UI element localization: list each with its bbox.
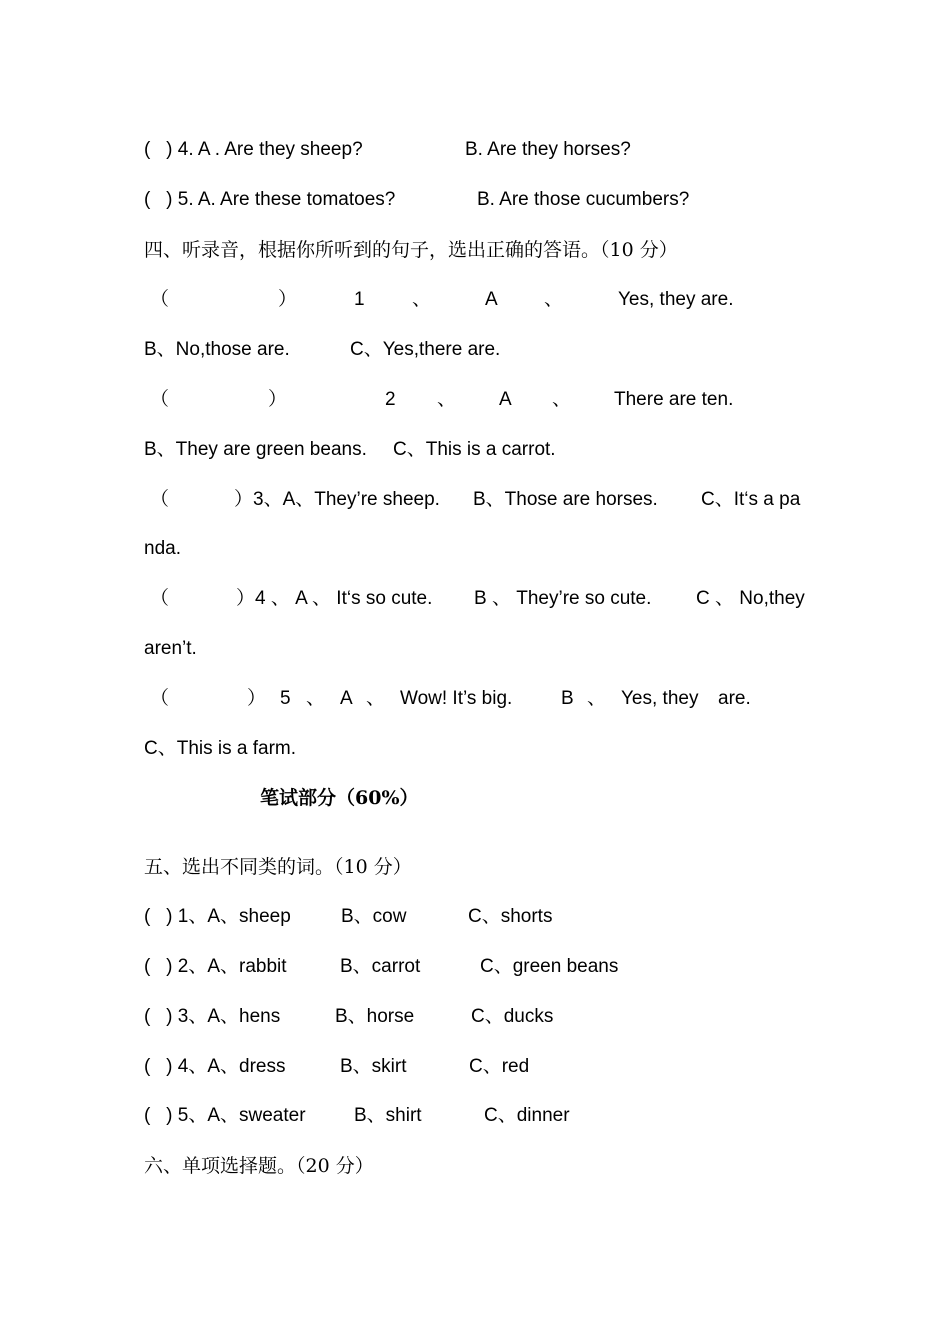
option-a: ( ) 2、A、rabbit <box>144 956 287 977</box>
paren-open: （ <box>150 489 170 510</box>
option-b: B、carrot <box>340 956 421 977</box>
option-b: B、shirt <box>354 1105 422 1126</box>
option-b-text: Yes, they <box>621 688 699 709</box>
separator: 、 <box>306 688 326 709</box>
paren-open: （ <box>150 389 170 410</box>
option-b: B、They are green beans. <box>144 439 367 460</box>
option-b: B、horse <box>335 1006 415 1027</box>
odd-one-out-question-2 <box>144 953 619 981</box>
option-c: C、red <box>469 1056 530 1077</box>
paren-open: （ <box>150 588 170 609</box>
option-b: B、cow <box>341 906 407 927</box>
odd-one-out-question-5 <box>144 1102 570 1130</box>
separator: 、 <box>437 389 457 410</box>
paren-close: ） <box>268 389 288 410</box>
option-b: B、Those are horses. <box>473 489 658 510</box>
odd-one-out-question-4 <box>144 1053 530 1081</box>
option-a-label: A <box>340 688 353 709</box>
response-question-2 <box>144 386 844 414</box>
question-number: 2 <box>385 389 396 410</box>
separator: 、 <box>544 289 564 310</box>
question-number: 1 <box>354 289 365 310</box>
option-c: C、It‘s a pa <box>701 489 801 510</box>
option-a-text: Wow! It’s big. <box>400 688 513 709</box>
written-section-title: 笔试部分（60%） <box>260 787 419 809</box>
option-a: ）4 、 A 、 It‘s so cute. <box>236 588 433 609</box>
response-question-1 <box>144 286 844 314</box>
separator: 、 <box>412 289 432 310</box>
option-a: ( ) 4、A、dress <box>144 1056 286 1077</box>
response-question-3-wrap: nda. <box>144 538 181 559</box>
option-a-label: A <box>499 389 512 410</box>
paren-open: （ <box>150 688 170 709</box>
listening-question-5 <box>144 186 690 214</box>
option-b: B、No,those are. <box>144 339 290 360</box>
option-c: C、shorts <box>468 906 553 927</box>
paren-close: ） <box>278 289 298 310</box>
option-b-label: B <box>561 688 574 709</box>
response-question-5 <box>144 685 824 713</box>
question-text: ( ) 5. A. Are these tomatoes? <box>144 189 396 210</box>
listening-question-4 <box>144 136 631 164</box>
response-question-2-options <box>144 436 556 464</box>
option-a: ）3、A、They’re sheep. <box>234 489 440 510</box>
response-question-4 <box>144 585 824 613</box>
option-a: ( ) 1、A、sheep <box>144 906 291 927</box>
section-heading-5: 五、选出不同类的词。（10 分） <box>144 856 412 878</box>
option-b-text-end: are. <box>718 688 751 709</box>
response-question-3 <box>144 486 824 514</box>
question-number: 5 <box>280 688 291 709</box>
section-heading-4: 四、听录音，根据你所听到的句子，选出正确的答语。（10 分） <box>144 239 678 261</box>
option-b: B. Are those cucumbers? <box>477 189 690 210</box>
question-text: ( ) 4. A . Are they sheep? <box>144 139 363 160</box>
response-question-5-wrap: C、This is a farm. <box>144 738 297 759</box>
odd-one-out-question-1 <box>144 903 553 931</box>
separator: 、 <box>552 389 572 410</box>
response-question-4-wrap: aren’t. <box>144 638 197 659</box>
separator: 、 <box>587 688 607 709</box>
option-a: ( ) 5、A、sweater <box>144 1105 306 1126</box>
option-c: C、Yes,there are. <box>350 339 501 360</box>
separator: 、 <box>366 688 386 709</box>
option-a-label: A <box>485 289 498 310</box>
option-c: C、ducks <box>471 1006 554 1027</box>
option-a-text: There are ten. <box>614 389 734 410</box>
paren-open: （ <box>150 289 170 310</box>
option-a: ( ) 3、A、hens <box>144 1006 281 1027</box>
option-b: B、skirt <box>340 1056 407 1077</box>
odd-one-out-question-3 <box>144 1003 554 1031</box>
paren-close: ） <box>247 688 267 709</box>
response-question-1-options <box>144 336 501 364</box>
option-c: C、This is a carrot. <box>393 439 556 460</box>
option-c: C、green beans <box>480 956 619 977</box>
option-b: B. Are they horses? <box>465 139 631 160</box>
option-c: C、dinner <box>484 1105 570 1126</box>
option-b: B 、 They’re so cute. <box>474 588 652 609</box>
option-c: C 、 No,they <box>696 588 805 609</box>
section-heading-6: 六、单项选择题。（20 分） <box>144 1155 374 1177</box>
option-a-text: Yes, they are. <box>618 289 734 310</box>
